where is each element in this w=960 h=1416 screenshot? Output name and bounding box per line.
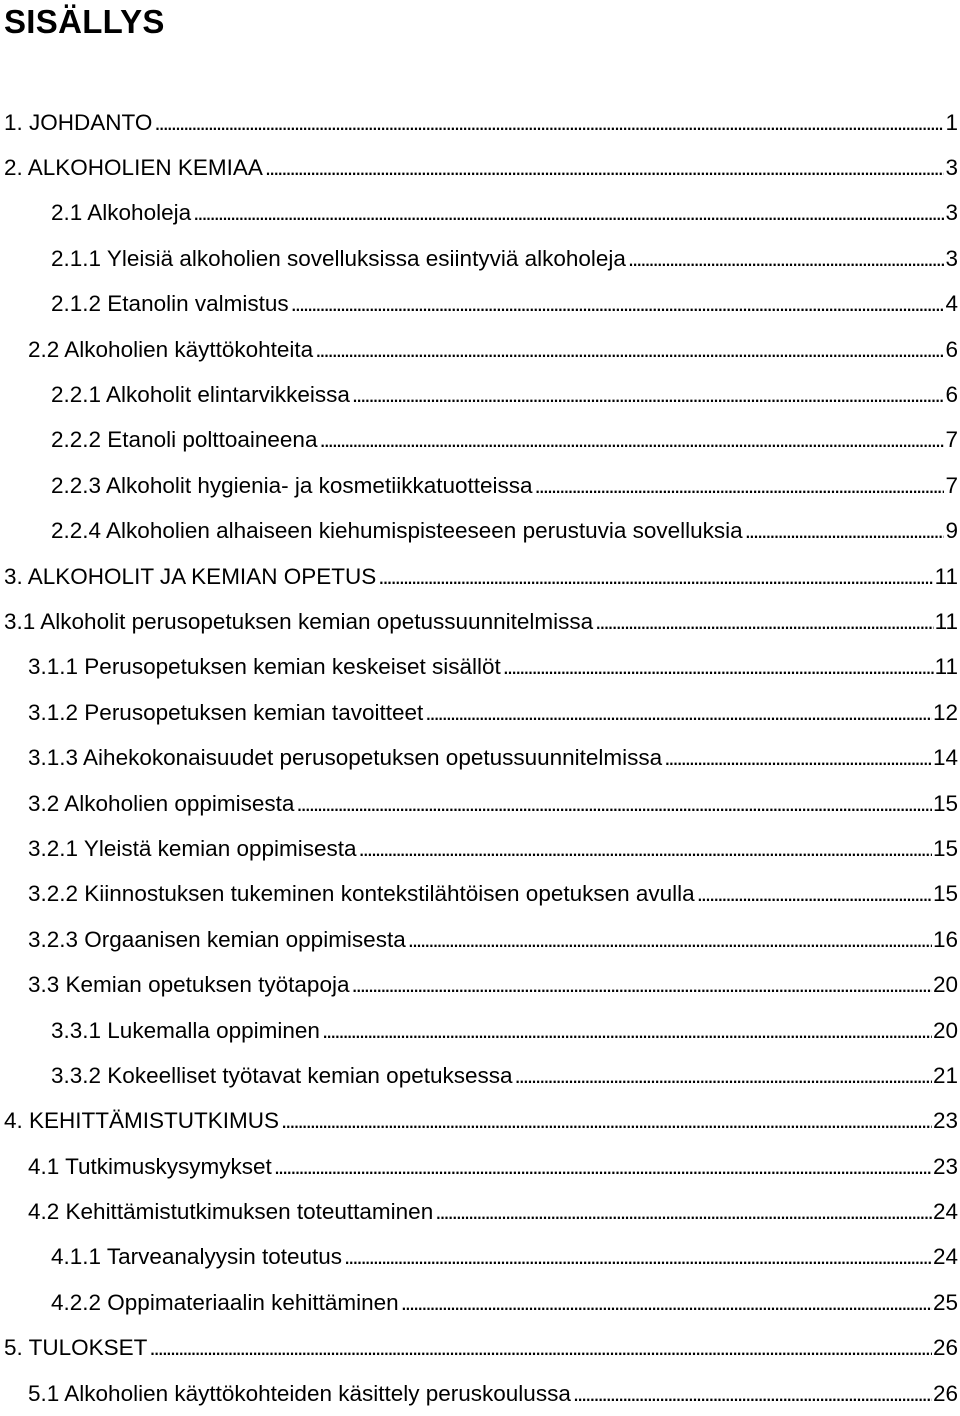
toc-dot-leader	[503, 653, 934, 681]
toc-dot-leader	[351, 971, 931, 999]
toc-dot-leader	[697, 880, 932, 908]
toc-entry-page-number: 3	[945, 245, 958, 271]
toc-entry-page-number: 21	[932, 1062, 958, 1088]
toc-entry-page-number: 3	[945, 200, 958, 226]
toc-entry-page-number: 26	[932, 1380, 958, 1406]
toc-entry-page-number: 7	[945, 472, 958, 498]
toc-dot-leader	[154, 109, 944, 137]
toc-entry[interactable]	[0, 327, 958, 372]
toc-entry-page-number: 25	[932, 1289, 958, 1315]
toc-entry-label: 4.1 Tutkimuskysymykset	[28, 1153, 272, 1179]
toc-entry-page-number: 6	[945, 382, 958, 408]
toc-entry[interactable]	[0, 1189, 958, 1234]
toc-dot-leader	[149, 1334, 932, 1362]
toc-entry[interactable]	[0, 872, 958, 917]
toc-entry[interactable]	[0, 826, 958, 871]
toc-entry[interactable]	[0, 282, 958, 327]
toc-entry[interactable]	[0, 1280, 958, 1325]
toc-dot-leader	[573, 1380, 932, 1408]
table-of-contents	[0, 100, 958, 1416]
toc-dot-leader	[296, 790, 932, 818]
toc-entry-label: 1. JOHDANTO	[4, 109, 153, 135]
toc-dot-leader	[628, 245, 945, 273]
toc-entry[interactable]	[0, 1053, 958, 1098]
toc-entry-page-number: 20	[932, 1017, 958, 1043]
toc-entry-page-number: 24	[932, 1244, 958, 1270]
toc-entry[interactable]	[0, 1235, 958, 1280]
toc-entry-label: 2.2.4 Alkoholien alhaiseen kiehumispisteeseen perustuvia sovelluksia	[51, 518, 743, 544]
toc-entry[interactable]	[0, 554, 958, 599]
toc-entry-page-number: 16	[932, 926, 958, 952]
toc-dot-leader	[378, 563, 933, 591]
toc-entry-label: 4. KEHITTÄMISTUTKIMUS	[4, 1108, 280, 1134]
toc-entry[interactable]	[0, 599, 958, 644]
toc-entry-page-number: 12	[932, 699, 958, 725]
toc-entry-page-number: 6	[945, 336, 958, 362]
toc-entry-page-number: 23	[932, 1108, 958, 1134]
toc-dot-leader	[265, 154, 945, 182]
toc-entry[interactable]	[0, 917, 958, 962]
toc-entry-page-number: 14	[932, 745, 958, 771]
toc-entry-label: 3.2.3 Orgaanisen kemian oppimisesta	[28, 926, 406, 952]
toc-dot-leader	[664, 744, 932, 772]
toc-entry[interactable]	[0, 781, 958, 826]
toc-entry-label: 4.1.1 Tarveanalyysin toteutus	[51, 1244, 343, 1270]
toc-entry-page-number: 26	[932, 1335, 958, 1361]
toc-entry[interactable]	[0, 1099, 958, 1144]
toc-dot-leader	[535, 472, 945, 500]
toc-entry[interactable]	[0, 418, 958, 463]
toc-entry-label: 3.2.1 Yleistä kemian oppimisesta	[28, 835, 357, 861]
toc-dot-leader	[595, 608, 934, 636]
toc-dot-leader	[745, 517, 945, 545]
toc-entry-page-number: 3	[945, 155, 958, 181]
toc-dot-leader	[408, 926, 932, 954]
toc-entry[interactable]	[0, 1144, 958, 1189]
toc-entry[interactable]	[0, 191, 958, 236]
toc-entry-page-number: 15	[932, 835, 958, 861]
toc-entry-page-number: 11	[934, 608, 958, 634]
toc-dot-leader	[274, 1153, 932, 1181]
toc-entry-page-number: 20	[932, 972, 958, 998]
toc-entry-label: 2.2.3 Alkoholit hygienia- ja kosmetiikkatuotteissa	[51, 472, 533, 498]
toc-entry-page-number: 15	[932, 790, 958, 816]
toc-dot-leader	[315, 336, 944, 364]
toc-dot-leader	[515, 1062, 932, 1090]
toc-dot-leader	[319, 426, 944, 454]
toc-entry-label: 4.2 Kehittämistutkimuksen toteuttaminen	[28, 1199, 434, 1225]
toc-entry-label: 3.2.2 Kiinnostuksen tukeminen kontekstilähtöisen opetuksen avulla	[28, 881, 695, 907]
toc-entry-page-number: 4	[945, 291, 958, 317]
toc-entry-label: 4.2.2 Oppimateriaalin kehittäminen	[51, 1289, 399, 1315]
toc-entry-label: 3.3 Kemian opetuksen työtapoja	[28, 972, 350, 998]
toc-entry[interactable]	[0, 236, 958, 281]
toc-entry-page-number: 11	[934, 563, 958, 589]
toc-entry[interactable]	[0, 509, 958, 554]
toc-dot-leader	[281, 1107, 932, 1135]
toc-entry-label: 3. ALKOHOLIT JA KEMIAN OPETUS	[4, 563, 377, 589]
toc-entry[interactable]	[0, 372, 958, 417]
toc-dot-leader	[401, 1289, 932, 1317]
toc-entry-label: 2.2.1 Alkoholit elintarvikkeissa	[51, 382, 350, 408]
toc-entry-label: 2.1.1 Yleisiä alkoholien sovelluksissa esiintyviä alkoholeja	[51, 245, 626, 271]
toc-entry[interactable]	[0, 100, 958, 145]
toc-dot-leader	[291, 290, 945, 318]
toc-entry-page-number: 15	[932, 881, 958, 907]
toc-entry-label: 3.3.2 Kokeelliset työtavat kemian opetuksessa	[51, 1062, 513, 1088]
toc-entry-label: 2.2 Alkoholien käyttökohteita	[28, 336, 314, 362]
toc-entry-label: 3.1 Alkoholit perusopetuksen kemian opetussuunnitelmissa	[4, 608, 594, 634]
toc-dot-leader	[352, 381, 945, 409]
toc-entry[interactable]	[0, 1371, 958, 1416]
toc-entry-label: 2. ALKOHOLIEN KEMIAA	[4, 155, 263, 181]
toc-entry[interactable]	[0, 1008, 958, 1053]
toc-entry[interactable]	[0, 145, 958, 190]
toc-entry-page-number: 24	[932, 1199, 958, 1225]
toc-entry-page-number: 7	[945, 427, 958, 453]
toc-entry-page-number: 11	[934, 654, 958, 680]
toc-entry-page-number: 23	[932, 1153, 958, 1179]
toc-dot-leader	[322, 1017, 932, 1045]
toc-dot-leader	[193, 199, 944, 227]
toc-entry-page-number: 9	[945, 518, 958, 544]
toc-entry-label: 5. TULOKSET	[4, 1335, 148, 1361]
toc-dot-leader	[435, 1198, 932, 1226]
toc-entry-label: 2.2.2 Etanoli polttoaineena	[51, 427, 318, 453]
toc-dot-leader	[344, 1243, 932, 1271]
toc-entry-label: 3.1.2 Perusopetuksen kemian tavoitteet	[28, 699, 424, 725]
toc-entry-label: 3.1.1 Perusopetuksen kemian keskeiset sisällöt	[28, 654, 501, 680]
toc-entry[interactable]	[0, 463, 958, 508]
toc-entry-label: 5.1 Alkoholien käyttökohteiden käsittely peruskoulussa	[28, 1380, 571, 1406]
toc-entry[interactable]	[0, 645, 958, 690]
page-title: SISÄLLYS	[4, 3, 165, 40]
toc-dot-leader	[359, 835, 932, 863]
toc-dot-leader	[425, 699, 932, 727]
toc-entry[interactable]	[0, 690, 958, 735]
toc-entry-label: 3.3.1 Lukemalla oppiminen	[51, 1017, 320, 1043]
toc-entry-label: 2.1 Alkoholeja	[51, 200, 192, 226]
toc-entry[interactable]	[0, 735, 958, 780]
toc-entry-label: 3.1.3 Aihekokonaisuudet perusopetuksen opetussuunnitelmissa	[28, 745, 663, 771]
toc-entry-label: 2.1.2 Etanolin valmistus	[51, 291, 289, 317]
toc-entry-page-number: 1	[945, 109, 958, 135]
toc-entry-label: 3.2 Alkoholien oppimisesta	[28, 790, 295, 816]
toc-entry[interactable]	[0, 1326, 958, 1371]
toc-entry[interactable]	[0, 962, 958, 1007]
